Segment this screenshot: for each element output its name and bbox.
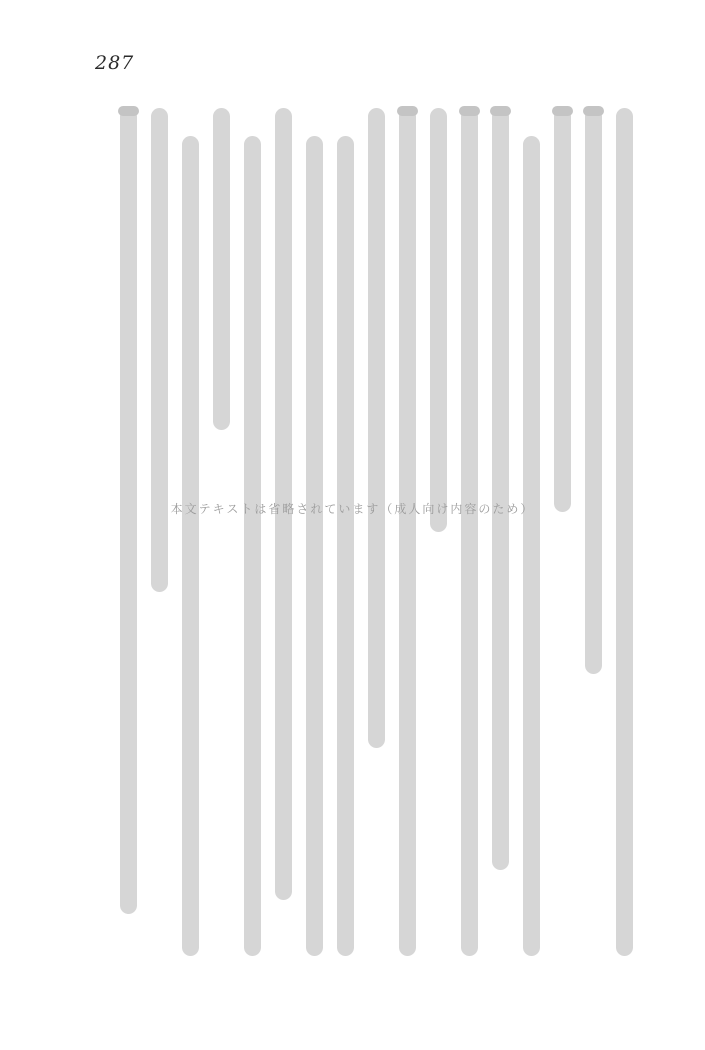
redacted-text-line: [430, 108, 447, 532]
redacted-text-line: [337, 136, 354, 956]
redacted-text-line: [585, 108, 602, 674]
redacted-text-line: [616, 108, 633, 956]
redacted-text-line: [554, 108, 571, 512]
redacted-text-line: [182, 136, 199, 956]
redacted-text-line: [306, 136, 323, 956]
redacted-text-line: [120, 108, 137, 914]
vertical-text-block: [88, 108, 633, 958]
redacted-text-line: [244, 136, 261, 956]
redacted-text-line: [213, 108, 230, 430]
page-number: 287: [95, 52, 135, 74]
redacted-text-line: [492, 108, 509, 870]
redacted-text-line: [151, 108, 168, 592]
redacted-text-line: [399, 108, 416, 956]
redacted-text-line: [461, 108, 478, 956]
redacted-text-line: [275, 108, 292, 900]
redacted-text-line: [523, 136, 540, 956]
redaction-notice: 本文テキストは省略されています（成人向け内容のため）: [170, 502, 535, 516]
redacted-text-line: [368, 108, 385, 748]
